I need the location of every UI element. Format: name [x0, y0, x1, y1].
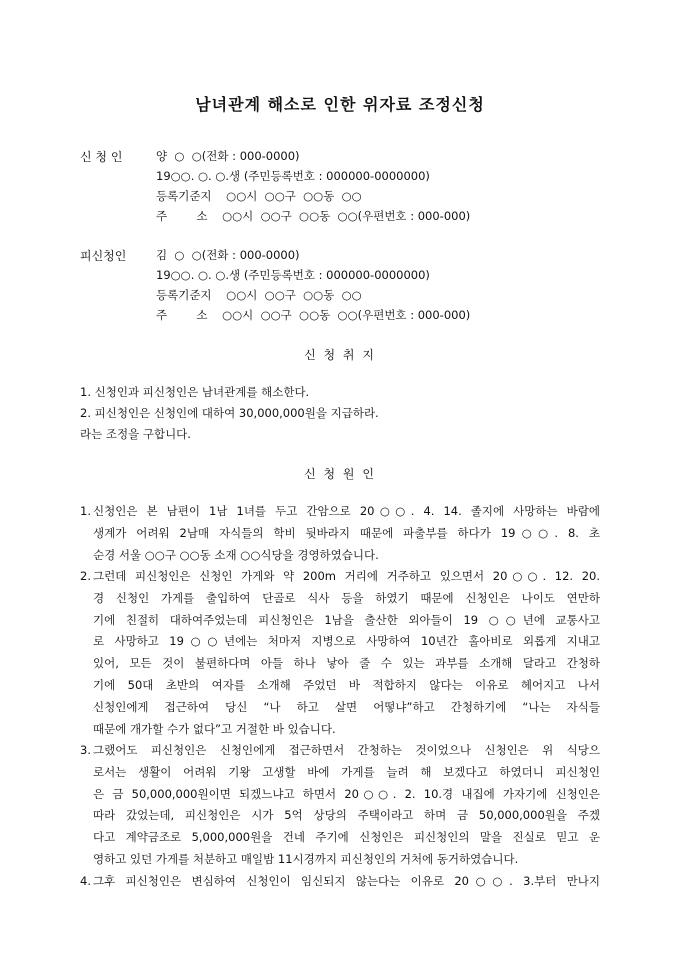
- respondent-birth: 19○○. ○. ○.생 (주민등록번호 : 000000-0000000): [156, 268, 430, 282]
- paragraph-line: 있어, 모든 것이 불편하다며 아들 하나 낳아 줄 수 있는 과부를 소개해 달라고 간청하: [93, 656, 600, 671]
- paragraph-line: 경 신청인 가게를 출입하여 단골로 식사 등을 하였기 때문에 신청인은 나이도 연만하: [93, 590, 600, 605]
- paragraph-line: 생계가 어려워 2남매 자식들의 학비 뒷바라지 때문에 파출부를 하다가 19○○. 8. 초: [93, 525, 600, 540]
- paragraph-line: 로서는 생활이 어려워 기왕 고생할 바에 가게를 늘려 해 보겠다고 하였더니 피신청인: [93, 764, 600, 779]
- paragraph-line: 그런데 피신청인은 신청인 가게와 약 200m 거리에 거주하고 있으면서 20○○. 12. 20.: [93, 569, 600, 583]
- paragraph-line: 그후 피신청인은 변심하여 신청인이 임신되지 않는다는 이유로 20○○. 3.부터 만나지: [93, 874, 600, 888]
- paragraph-line: 영하고 있던 가게를 처분하고 매일밤 11시경까지 피신청인의 거처에 동거하였습니다.: [93, 851, 519, 866]
- respondent-label: 피신청인: [80, 249, 127, 263]
- applicant-address: 주 소 ○○시 ○○구 ○○동 ○○(우편번호 : 000-000): [156, 209, 471, 223]
- document-title: 남녀관계 해소로 인한 위자료 조정신청: [195, 95, 485, 114]
- paragraph-line: 그랬어도 피신청인은 신청인에게 접근하면서 간청하는 것이었으나 신청인은 위 식당으: [93, 743, 600, 757]
- paragraph-line: 신청인은 본 남편이 1남 1녀를 두고 간암으로 20○○. 4. 14. 졸지에 사망하는 바람에: [93, 504, 600, 518]
- paragraph-line: 때문에 개가할 수가 없다”고 거절한 바 있습니다.: [93, 721, 336, 736]
- cause-paragraph-2: [80, 566, 600, 740]
- paragraph-line: 기에 친절히 대하여주었는데 피신청인은 1남을 출산한 외아들이 19 ○○년에 교통사고: [93, 612, 600, 627]
- paragraph-line: 따라 갔었는데, 피신청인은 시가 5억 상당의 주택이라고 하며 금 50,000,000원을 주겠: [93, 808, 600, 823]
- applicant-label: 신 청 인: [80, 150, 123, 164]
- purpose-item: 1. 신청인과 피신청인은 남녀관계를 해소한다.: [80, 385, 310, 399]
- paragraph-line: 신청인에게 접근하여 당신 “나 하고 살면 어떻냐”하고 간청하기에 “나는 자식들: [93, 699, 600, 714]
- cause-paragraph-3: [80, 740, 600, 871]
- paragraph-number: 2.: [80, 569, 91, 583]
- cause-paragraph-1: [80, 501, 600, 566]
- paragraph-number: 3.: [80, 743, 91, 757]
- purpose-item: 2. 피신청인은 신청인에 대하여 30,000,000원을 지급하라.: [80, 406, 379, 420]
- applicant-domicile: 등록기준지 ○○시 ○○구 ○○동 ○○: [156, 189, 362, 203]
- paragraph-line: 기에 50대 초반의 여자를 소개해 주었던 바 적합하지 않다는 이유로 헤어지고 나서: [93, 677, 600, 692]
- paragraph-line: 다고 계약금조로 5,000,000원을 건네 주기에 신청인은 피신청인의 말을 진실로 믿고 운: [93, 830, 600, 845]
- respondent-name: 김 ○ ○(전화 : 000-0000): [156, 248, 300, 262]
- cause-paragraph-4: [80, 871, 600, 893]
- purpose-closing: 라는 조정을 구합니다.: [80, 427, 191, 441]
- respondent-address: 주 소 ○○시 ○○구 ○○동 ○○(우편번호 : 000-000): [156, 308, 471, 322]
- respondent-domicile: 등록기준지 ○○시 ○○구 ○○동 ○○: [156, 288, 362, 302]
- cause-heading: 신 청 원 인: [304, 467, 376, 481]
- purpose-heading: 신 청 취 지: [304, 348, 376, 362]
- applicant-birth: 19○○. ○. ○.생 (주민등록번호 : 000000-0000000): [156, 169, 430, 183]
- applicant-name: 양 ○ ○(전화 : 000-0000): [156, 149, 300, 163]
- paragraph-line: 은 금 50,000,000원이면 되겠느냐고 하면서 20○○. 2. 10.경 내집에 가자기에 신청인은: [93, 786, 600, 801]
- paragraph-number: 4.: [80, 874, 91, 888]
- paragraph-line: 로 사망하고 19○○년에는 처마저 지병으로 사망하여 10년간 홀아비로 외롭게 지내고: [93, 634, 600, 649]
- paragraph-line: 순경 서울 ○○구 ○○동 소재 ○○식당을 경영하였습니다.: [93, 547, 379, 562]
- paragraph-number: 1.: [80, 504, 91, 518]
